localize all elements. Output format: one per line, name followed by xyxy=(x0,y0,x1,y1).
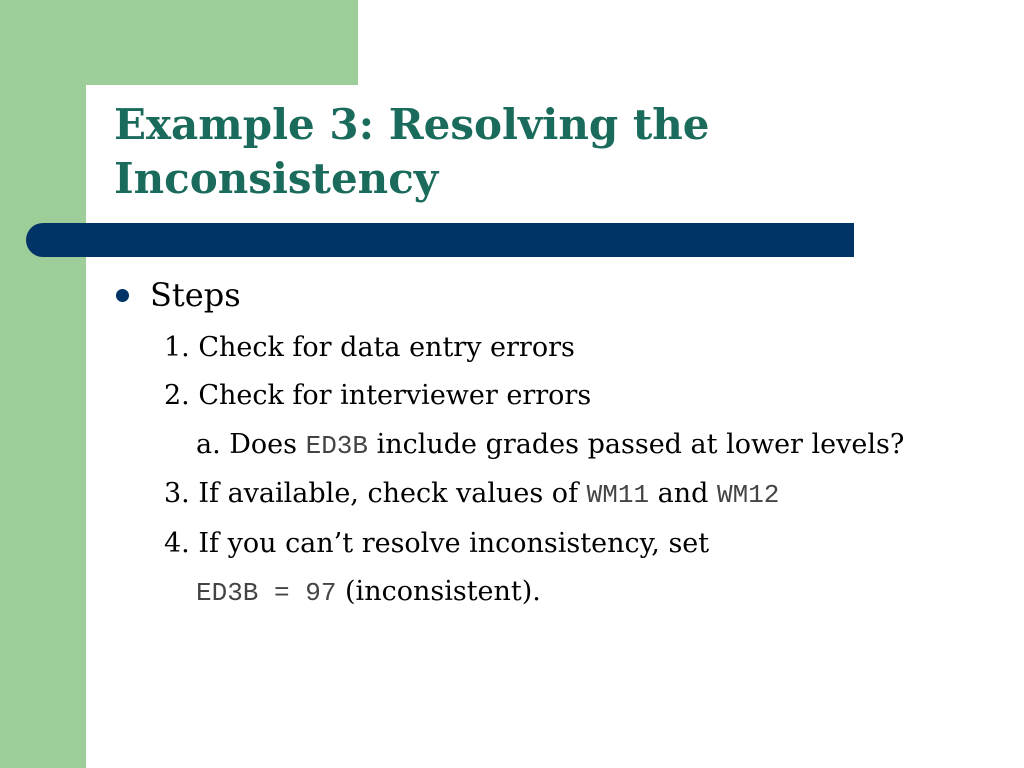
slide-title-line-2: Inconsistency xyxy=(114,154,439,203)
step-2a-code: ED3B xyxy=(305,431,369,461)
step-2a-suffix: include grades passed at lower levels? xyxy=(368,429,905,460)
step-2a-prefix: a. Does xyxy=(196,429,306,460)
step-3-and: and xyxy=(649,478,717,509)
step-2a xyxy=(196,428,904,463)
bullet-heading-steps: Steps xyxy=(150,276,241,314)
step-4-code: ED3B = 97 xyxy=(196,578,337,608)
step-1: 1. Check for data entry errors xyxy=(164,332,575,363)
step-4-suffix: (inconsistent). xyxy=(336,576,541,607)
step-4: 4. If you can’t resolve inconsistency, set xyxy=(164,528,710,559)
step-3-code-wm12: WM12 xyxy=(717,480,780,510)
step-4-continuation xyxy=(196,575,541,610)
step-3 xyxy=(164,477,779,512)
step-3-code-wm11: WM11 xyxy=(586,480,650,510)
bullet-icon xyxy=(116,289,129,302)
slide-title-line-1: Example 3: Resolving the xyxy=(114,100,710,149)
step-3-prefix: 3. If available, check values of xyxy=(164,478,587,509)
step-2: 2. Check for interviewer errors xyxy=(164,380,592,411)
